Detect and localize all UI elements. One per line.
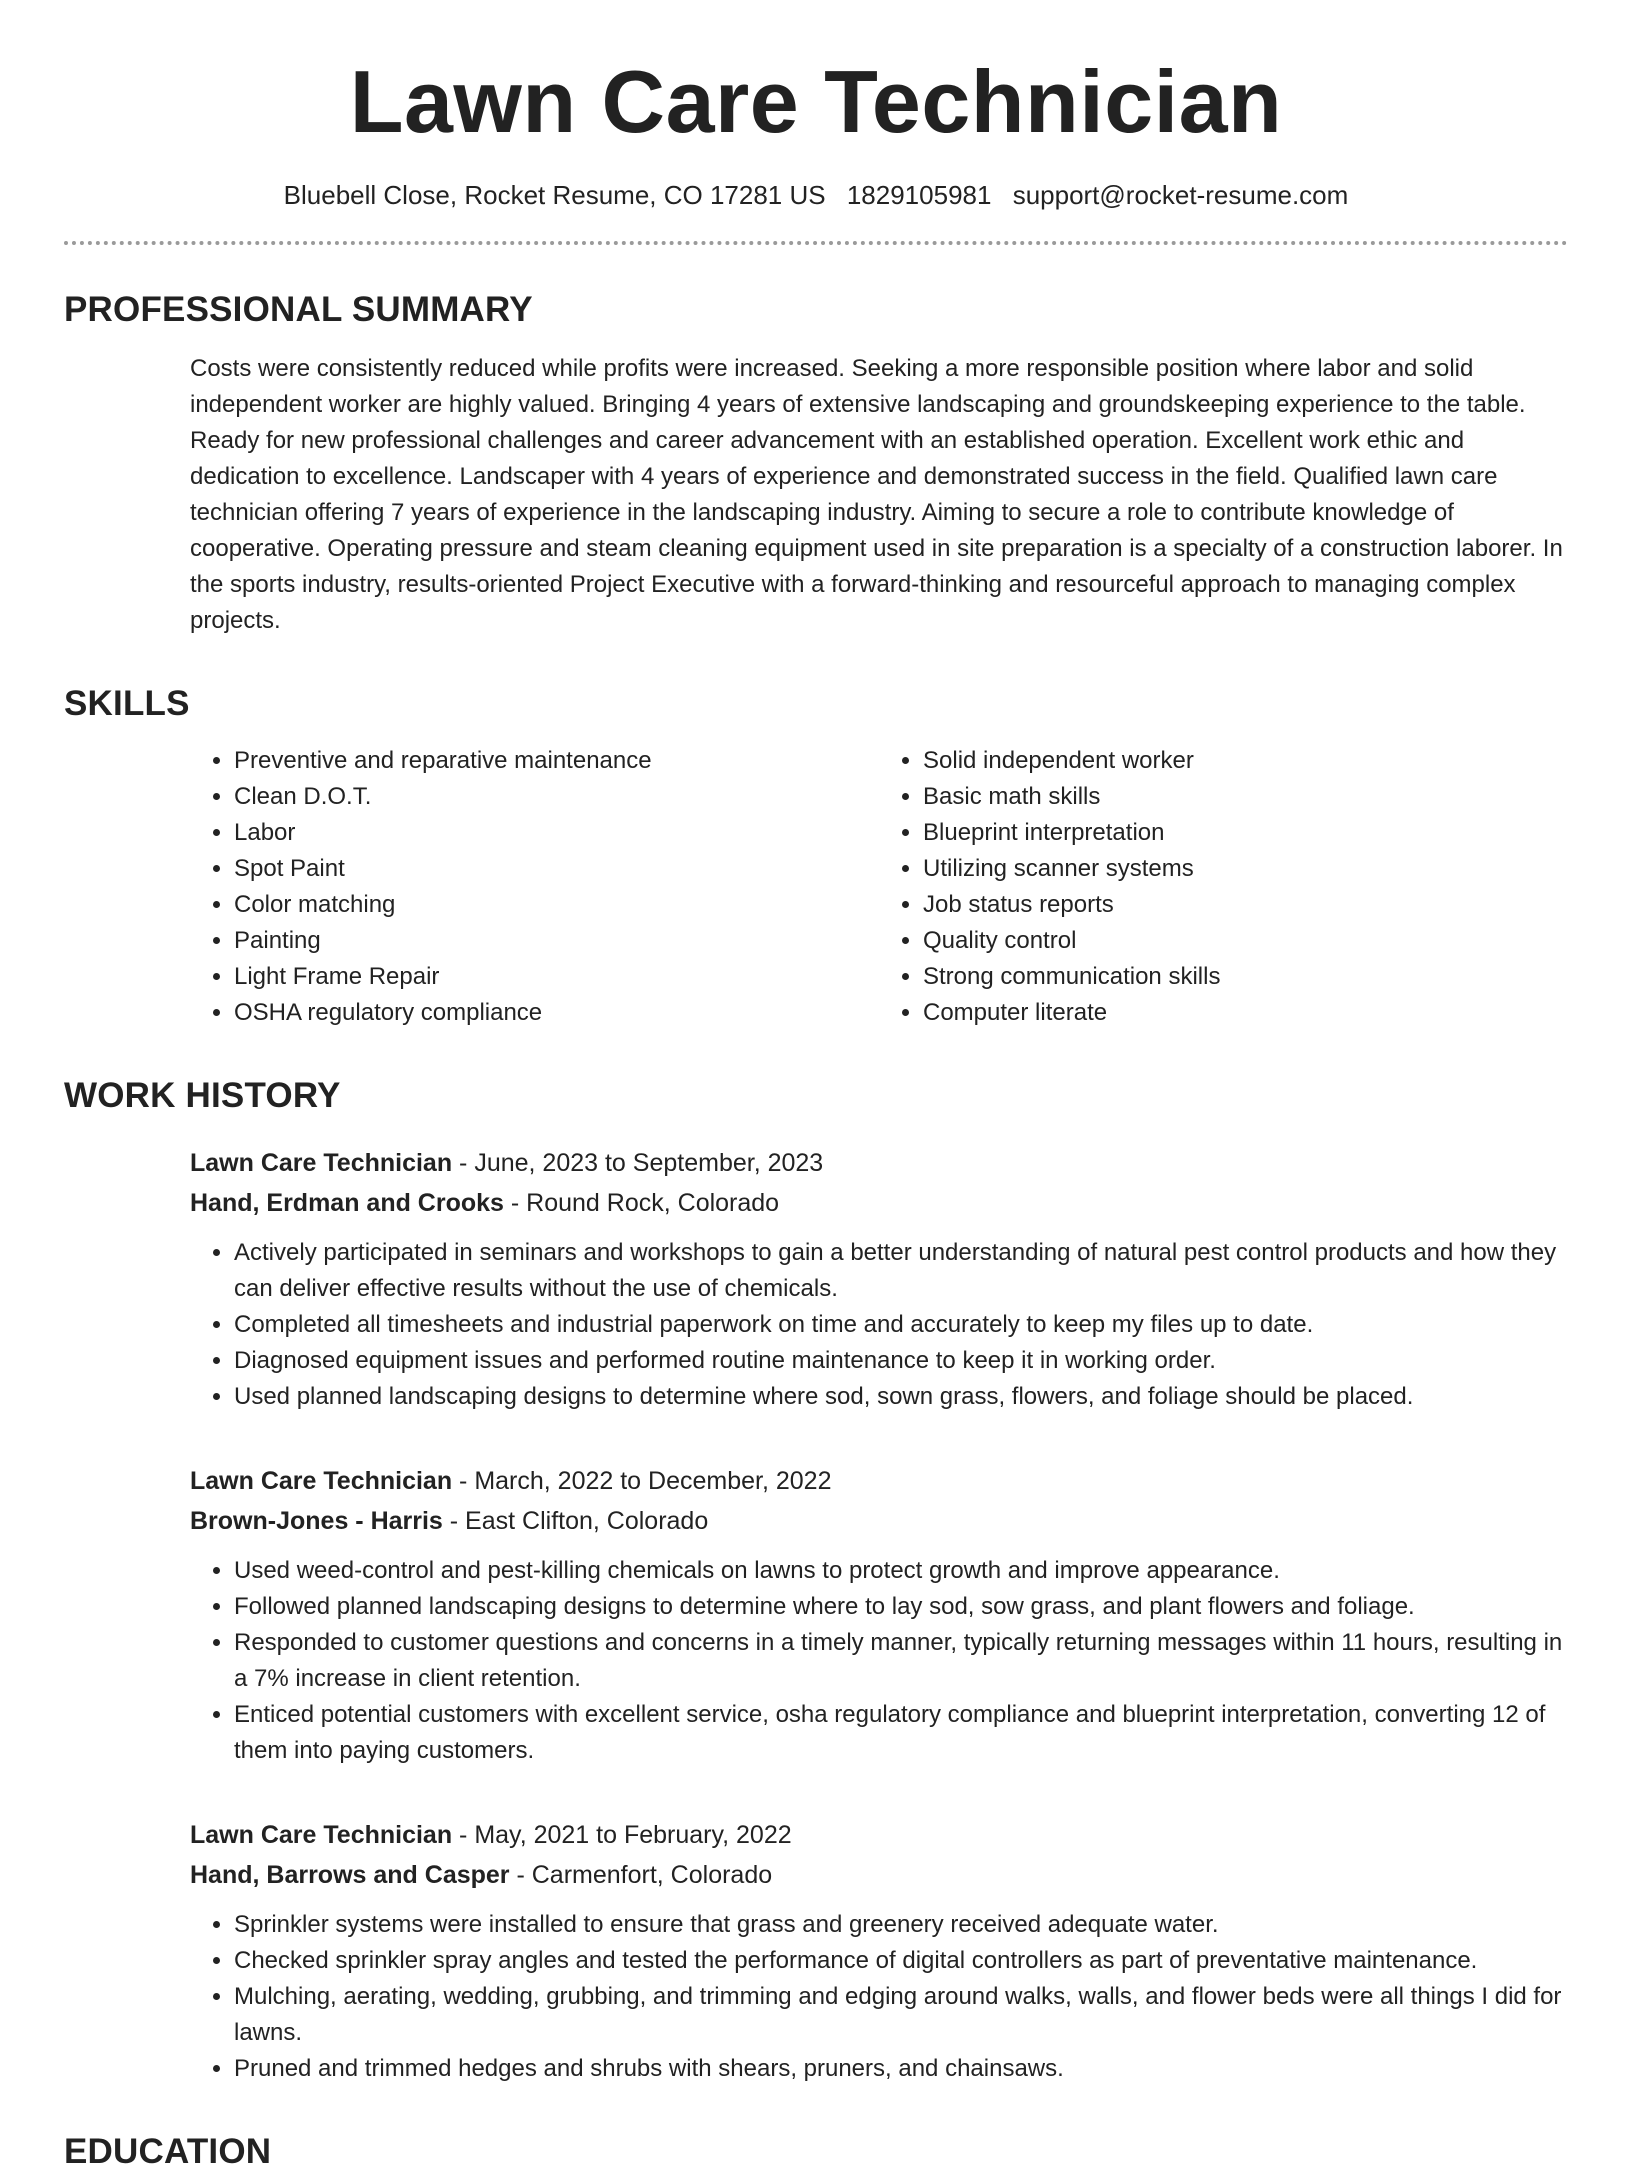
job-bullet: • Mulching, aerating, wedding, grubbing, and trimming and edging around walks, walls, and flower beds were all things I did for lawns. <box>234 1979 1568 2051</box>
skill-item: • Blueprint interpretation <box>923 815 1568 851</box>
skill-item: • OSHA regulatory compliance <box>234 995 879 1031</box>
skill-item: • Job status reports <box>923 887 1568 923</box>
skill-item: • Quality control <box>923 923 1568 959</box>
job-company: Brown-Jones - Harris <box>190 1507 443 1536</box>
job-bullet-list <box>190 1907 1568 2087</box>
job-dates: - March, 2022 to December, 2022 <box>452 1467 832 1496</box>
job-company-line <box>190 1855 1568 1895</box>
skill-item: • Light Frame Repair <box>234 959 879 995</box>
job-bullet: • Sprinkler systems were installed to ensure that grass and greenery received adequate water. <box>234 1907 1568 1943</box>
section-title-summary: PROFESSIONAL SUMMARY <box>64 290 533 330</box>
skill-item: • Utilizing scanner systems <box>923 851 1568 887</box>
job-location: - Carmenfort, Colorado <box>509 1861 773 1890</box>
job-role: Lawn Care Technician <box>190 1467 453 1496</box>
job-company-line <box>190 1183 1568 1223</box>
header-divider <box>64 241 1568 245</box>
job-entry <box>190 1461 1568 1769</box>
summary-section <box>190 351 1568 639</box>
job-bullet: • Used weed-control and pest-killing chemicals on lawns to protect growth and improve appearance. <box>234 1553 1568 1589</box>
job-bullet: • Diagnosed equipment issues and performed routine maintenance to keep it in working order. <box>234 1343 1568 1379</box>
summary-text: Costs were consistently reduced while profits were increased. Seeking a more responsible position where labor and solid independent worker are highly valued. Bringing 4 years of extensive landscaping and groundskeeping experience to the table. Ready for new professional challenges and career advancement with an established operation. Excellent work ethic and dedication to excellence. Landscaper with 4 years of experience and demonstrated success in the field. Qualified lawn care technician offering 7 years of experience in the landscaping industry. Aiming to secure a role to contribute knowledge of cooperative. Operating pressure and steam cleaning equipment used in site preparation is a specialty of a construction laborer. In the sports industry, results-oriented Project Executive with a forward-thinking and resourceful approach to managing complex projects. <box>190 355 1563 635</box>
contact-address: Bluebell Close, Rocket Resume, CO 17281 US <box>283 180 826 210</box>
resume-page <box>64 0 1568 2173</box>
job-company-line <box>190 1501 1568 1541</box>
skill-item: • Painting <box>234 923 879 959</box>
job-role: Lawn Care Technician <box>190 1149 453 1178</box>
job-bullet: • Followed planned landscaping designs to determine where to lay sod, sow grass, and plant flowers and foliage. <box>234 1589 1568 1625</box>
job-bullet-list <box>190 1553 1568 1769</box>
job-role: Lawn Care Technician <box>190 1821 453 1850</box>
contact-email[interactable]: support@rocket-resume.com <box>1012 180 1349 210</box>
job-location: - Round Rock, Colorado <box>503 1189 780 1218</box>
skill-item: • Solid independent worker <box>923 743 1568 779</box>
contact-info <box>64 180 1568 211</box>
job-bullet: • Completed all timesheets and industrial paperwork on time and accurately to keep my files up to date. <box>234 1307 1568 1343</box>
job-location: - East Clifton, Colorado <box>442 1507 709 1536</box>
job-role-line <box>190 1815 1568 1855</box>
skill-item: • Labor <box>234 815 879 851</box>
candidate-name: Lawn Care Technician <box>349 52 1283 151</box>
job-dates: - May, 2021 to February, 2022 <box>452 1821 792 1850</box>
job-entry <box>190 1815 1568 2087</box>
job-company: Hand, Erdman and Crooks <box>190 1189 504 1218</box>
job-role-line <box>190 1461 1568 1501</box>
job-bullet-list <box>190 1235 1568 1415</box>
skills-list-right <box>879 743 1568 1031</box>
job-role-line <box>190 1143 1568 1183</box>
job-bullet: • Pruned and trimmed hedges and shrubs with shears, pruners, and chainsaws. <box>234 2051 1568 2087</box>
section-title-work-history: WORK HISTORY <box>64 1076 341 1116</box>
job-entry <box>190 1143 1568 1415</box>
skill-item: • Computer literate <box>923 995 1568 1031</box>
job-company: Hand, Barrows and Casper <box>190 1861 510 1890</box>
skill-item: • Basic math skills <box>923 779 1568 815</box>
job-bullet: • Used planned landscaping designs to determine where sod, sown grass, flowers, and foliage should be placed. <box>234 1379 1568 1415</box>
skill-item: • Color matching <box>234 887 879 923</box>
skill-item: • Spot Paint <box>234 851 879 887</box>
skill-item: • Preventive and reparative maintenance <box>234 743 879 779</box>
job-bullet: • Actively participated in seminars and workshops to gain a better understanding of natural pest control products and how they can deliver effective results without the use of chemicals. <box>234 1235 1568 1307</box>
work-history-section <box>190 1143 1568 2087</box>
section-title-skills: SKILLS <box>64 684 190 724</box>
skills-section <box>190 743 1568 1031</box>
job-bullet: • Enticed potential customers with excellent service, osha regulatory compliance and blueprint interpretation, converting 12 of them into paying customers. <box>234 1697 1568 1769</box>
skill-item: • Strong communication skills <box>923 959 1568 995</box>
section-title-education: EDUCATION <box>64 2132 272 2172</box>
skills-list-left <box>190 743 879 1031</box>
job-bullet: • Checked sprinkler spray angles and tested the performance of digital controllers as part of preventative maintenance. <box>234 1943 1568 1979</box>
contact-phone: 1829105981 <box>846 180 992 210</box>
job-bullet: • Responded to customer questions and concerns in a timely manner, typically returning messages within 11 hours, resulting in a 7% increase in client retention. <box>234 1625 1568 1697</box>
job-dates: - June, 2023 to September, 2023 <box>452 1149 824 1178</box>
skill-item: • Clean D.O.T. <box>234 779 879 815</box>
